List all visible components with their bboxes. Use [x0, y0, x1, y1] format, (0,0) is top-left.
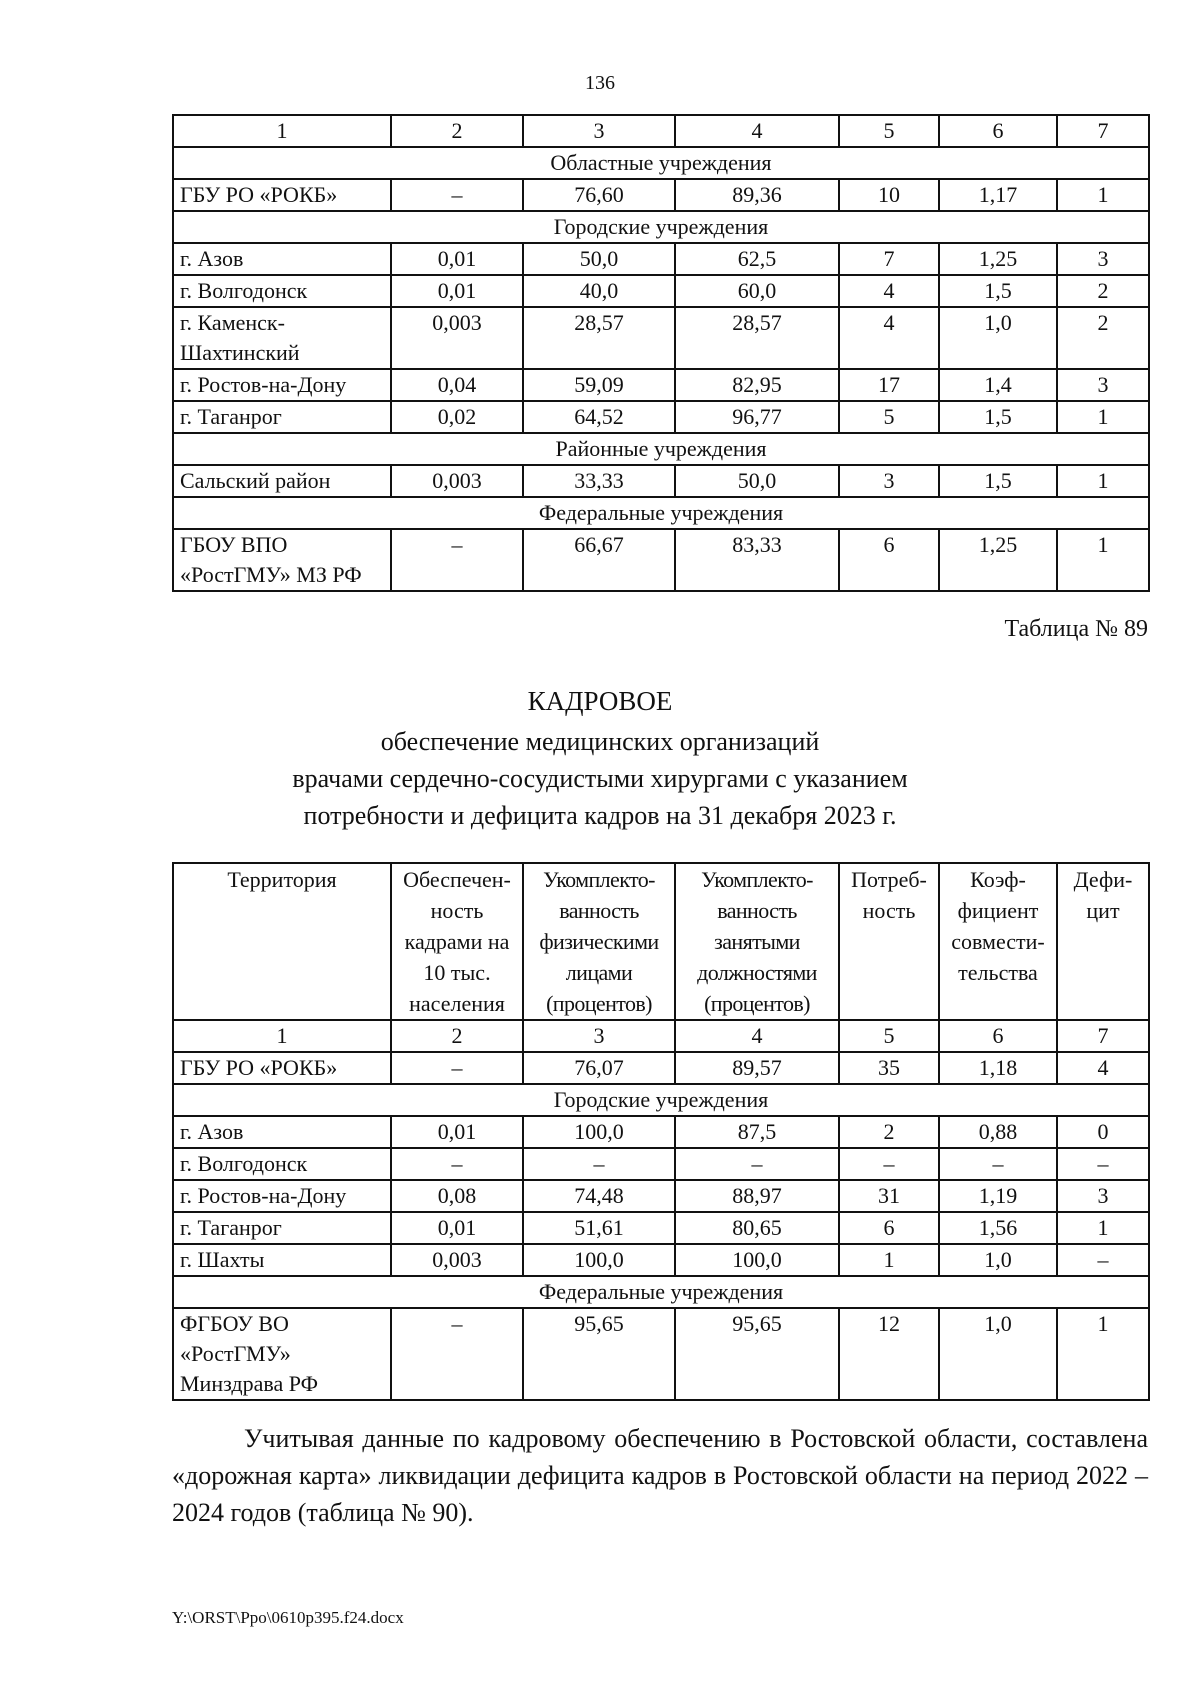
- table-cell: 1: [1057, 465, 1149, 497]
- territory-cell: ГБОУ ВПО «РостГМУ» МЗ РФ: [173, 529, 391, 591]
- table-header-row: [173, 863, 1149, 1020]
- table-cell: 1: [839, 1244, 939, 1276]
- column-header: Обеспечен-ность кадрами на 10 тыс. населения: [391, 863, 523, 1020]
- table-cell: 6: [839, 529, 939, 591]
- table-cell: 88,97: [675, 1180, 839, 1212]
- table-cell: 100,0: [523, 1244, 675, 1276]
- table-cell: 1,18: [939, 1052, 1057, 1084]
- table-cell: 17: [839, 369, 939, 401]
- section-row: [173, 497, 1149, 529]
- table-cell: 59,09: [523, 369, 675, 401]
- table-cell: –: [391, 1308, 523, 1400]
- territory-cell: г. Таганрог: [173, 1212, 391, 1244]
- table-cell: 66,67: [523, 529, 675, 591]
- table-cell: –: [939, 1148, 1057, 1180]
- territory-cell: г. Азов: [173, 1116, 391, 1148]
- table-cell: 80,65: [675, 1212, 839, 1244]
- table-row: [173, 1116, 1149, 1148]
- table-row: [173, 275, 1149, 307]
- table-cell: 3: [1057, 369, 1149, 401]
- table-cell: 28,57: [523, 307, 675, 369]
- table-row: [173, 1244, 1149, 1276]
- table-cell: 0,003: [391, 465, 523, 497]
- table-cell: 96,77: [675, 401, 839, 433]
- territory-cell: г. Таганрог: [173, 401, 391, 433]
- table-cell: 5: [839, 401, 939, 433]
- territory-cell: Сальский район: [173, 465, 391, 497]
- table-cell: 1: [1057, 179, 1149, 211]
- table-cell: 40,0: [523, 275, 675, 307]
- table-cell: 0,01: [391, 1116, 523, 1148]
- table-cell: 2: [839, 1116, 939, 1148]
- table-cell: 1,4: [939, 369, 1057, 401]
- table-cell: 1,25: [939, 529, 1057, 591]
- table-number-label: Таблица № 89: [1004, 616, 1148, 642]
- territory-cell: г. Азов: [173, 243, 391, 275]
- column-number: 7: [1057, 115, 1149, 147]
- column-number: 6: [939, 1020, 1057, 1052]
- table-cell: –: [839, 1148, 939, 1180]
- table-row: [173, 1180, 1149, 1212]
- table-cell: 0,01: [391, 275, 523, 307]
- table-cell: 6: [839, 1212, 939, 1244]
- body-paragraph: Учитывая данные по кадровому обеспечению в Ростовской области, составлена «дорожная карта» ликвидации дефицита кадров в Ростовской области на период 2022 – 2024 годов (таблица № 90).: [172, 1424, 1148, 1527]
- table-cell: 0,003: [391, 1244, 523, 1276]
- table-cell: 0,04: [391, 369, 523, 401]
- column-header: Потреб-ность: [839, 863, 939, 1020]
- territory-cell: г. Ростов-на-Дону: [173, 369, 391, 401]
- territory-cell: ФГБОУ ВО «РостГМУ» Минздрава РФ: [173, 1308, 391, 1400]
- column-header: Укомплекто-ванность занятыми должностями (процентов): [675, 863, 839, 1020]
- table-row: [173, 307, 1149, 369]
- table-row: [173, 529, 1149, 591]
- table-row: [173, 401, 1149, 433]
- table-cell: 51,61: [523, 1212, 675, 1244]
- territory-cell: г. Шахты: [173, 1244, 391, 1276]
- table-cell: 0,02: [391, 401, 523, 433]
- table-cell: 31: [839, 1180, 939, 1212]
- table-cell: 1,0: [939, 1244, 1057, 1276]
- table-cell: 95,65: [523, 1308, 675, 1400]
- section-title: Районные учреждения: [173, 433, 1149, 465]
- table-cell: 1,5: [939, 465, 1057, 497]
- table-row: [173, 1052, 1149, 1084]
- table-cell: 7: [839, 243, 939, 275]
- table-cell: 3: [1057, 1180, 1149, 1212]
- table-cell: 82,95: [675, 369, 839, 401]
- table-cell: 10: [839, 179, 939, 211]
- column-number: 1: [173, 1020, 391, 1052]
- territory-cell: ГБУ РО «РОКБ»: [173, 1052, 391, 1084]
- table-cell: 2: [1057, 275, 1149, 307]
- column-number: 4: [675, 1020, 839, 1052]
- table-cell: 35: [839, 1052, 939, 1084]
- table-cell: –: [391, 179, 523, 211]
- column-number: 3: [523, 115, 675, 147]
- table-cell: 28,57: [675, 307, 839, 369]
- table-cell: 64,52: [523, 401, 675, 433]
- table-row: [173, 243, 1149, 275]
- table-cell: 60,0: [675, 275, 839, 307]
- title-main: КАДРОВОЕ: [527, 686, 673, 716]
- column-number: 2: [391, 1020, 523, 1052]
- table-cell: 1,17: [939, 179, 1057, 211]
- table-cell: 95,65: [675, 1308, 839, 1400]
- table-cell: 1,5: [939, 275, 1057, 307]
- column-header: Укомплекто-ванность физическими лицами (процентов): [523, 863, 675, 1020]
- table-cell: 4: [839, 307, 939, 369]
- section-title: Федеральные учреждения: [173, 1276, 1149, 1308]
- section-title: Городские учреждения: [173, 211, 1149, 243]
- table-cell: –: [391, 1148, 523, 1180]
- table-cell: 0,01: [391, 1212, 523, 1244]
- column-number: 7: [1057, 1020, 1149, 1052]
- column-number: 4: [675, 115, 839, 147]
- table-row: [173, 1308, 1149, 1400]
- table-cell: 1,5: [939, 401, 1057, 433]
- table-cell: 4: [839, 275, 939, 307]
- table-continuation: [172, 114, 1150, 592]
- table-cell: 2: [1057, 307, 1149, 369]
- table-cell: 1: [1057, 1212, 1149, 1244]
- column-number-row: [173, 115, 1149, 147]
- table-cell: 1,25: [939, 243, 1057, 275]
- table-row: [173, 465, 1149, 497]
- table-cell: 74,48: [523, 1180, 675, 1212]
- table-cell: 0,08: [391, 1180, 523, 1212]
- table-cell: 1,56: [939, 1212, 1057, 1244]
- table-row: [173, 1212, 1149, 1244]
- territory-cell: г. Каменск-Шахтинский: [173, 307, 391, 369]
- title-line: обеспечение медицинских организаций: [380, 727, 820, 756]
- page-number: 136: [585, 72, 615, 94]
- column-number: 5: [839, 1020, 939, 1052]
- table-cell: 0: [1057, 1116, 1149, 1148]
- table-cell: 100,0: [675, 1244, 839, 1276]
- table-cell: 62,5: [675, 243, 839, 275]
- table-cell: 76,60: [523, 179, 675, 211]
- section-row: [173, 211, 1149, 243]
- table-cell: 1,19: [939, 1180, 1057, 1212]
- section-title: Федеральные учреждения: [173, 497, 1149, 529]
- table-cell: 50,0: [675, 465, 839, 497]
- section-row: [173, 147, 1149, 179]
- table-cell: –: [1057, 1148, 1149, 1180]
- table-cell: 1: [1057, 401, 1149, 433]
- table-cell: 76,07: [523, 1052, 675, 1084]
- section-row: [173, 1276, 1149, 1308]
- table-cell: –: [675, 1148, 839, 1180]
- column-number: 1: [173, 115, 391, 147]
- table-cell: 3: [839, 465, 939, 497]
- staffing-table: [172, 862, 1150, 1401]
- column-header: Территория: [173, 863, 391, 1020]
- territory-cell: ГБУ РО «РОКБ»: [173, 179, 391, 211]
- table-cell: 3: [1057, 243, 1149, 275]
- table-row: [173, 179, 1149, 211]
- title-line: врачами сердечно-сосудистыми хирургами с указанием: [292, 764, 908, 793]
- table-cell: 0,88: [939, 1116, 1057, 1148]
- table-cell: 12: [839, 1308, 939, 1400]
- table-cell: 33,33: [523, 465, 675, 497]
- table-cell: 1,0: [939, 1308, 1057, 1400]
- column-number: 3: [523, 1020, 675, 1052]
- column-number: 5: [839, 115, 939, 147]
- table-cell: 87,5: [675, 1116, 839, 1148]
- table-cell: 1: [1057, 529, 1149, 591]
- section-title: Городские учреждения: [173, 1084, 1149, 1116]
- table-row: [173, 1148, 1149, 1180]
- section-title: Областные учреждения: [173, 147, 1149, 179]
- table-row: [173, 369, 1149, 401]
- table-cell: 100,0: [523, 1116, 675, 1148]
- table-cell: 89,36: [675, 179, 839, 211]
- section-row: [173, 433, 1149, 465]
- column-number: 6: [939, 115, 1057, 147]
- title-line: потребности и дефицита кадров на 31 декабря 2023 г.: [303, 801, 897, 830]
- table-cell: 83,33: [675, 529, 839, 591]
- table-cell: 1: [1057, 1308, 1149, 1400]
- table-cell: 50,0: [523, 243, 675, 275]
- column-header: Коэф-фициент совмести-тельства: [939, 863, 1057, 1020]
- territory-cell: г. Волгодонск: [173, 275, 391, 307]
- table-cell: –: [391, 529, 523, 591]
- table-cell: 0,01: [391, 243, 523, 275]
- territory-cell: г. Волгодонск: [173, 1148, 391, 1180]
- column-number-row: [173, 1020, 1149, 1052]
- column-header: Дефи-цит: [1057, 863, 1149, 1020]
- file-path-footer: Y:\ORST\Ppo\0610p395.f24.docx: [172, 1608, 404, 1627]
- table-cell: –: [391, 1052, 523, 1084]
- table-cell: 0,003: [391, 307, 523, 369]
- column-number: 2: [391, 115, 523, 147]
- table-cell: 1,0: [939, 307, 1057, 369]
- section-row: [173, 1084, 1149, 1116]
- table-cell: 89,57: [675, 1052, 839, 1084]
- table-cell: –: [523, 1148, 675, 1180]
- territory-cell: г. Ростов-на-Дону: [173, 1180, 391, 1212]
- table-cell: 4: [1057, 1052, 1149, 1084]
- table-cell: –: [1057, 1244, 1149, 1276]
- table-title: [0, 683, 1200, 834]
